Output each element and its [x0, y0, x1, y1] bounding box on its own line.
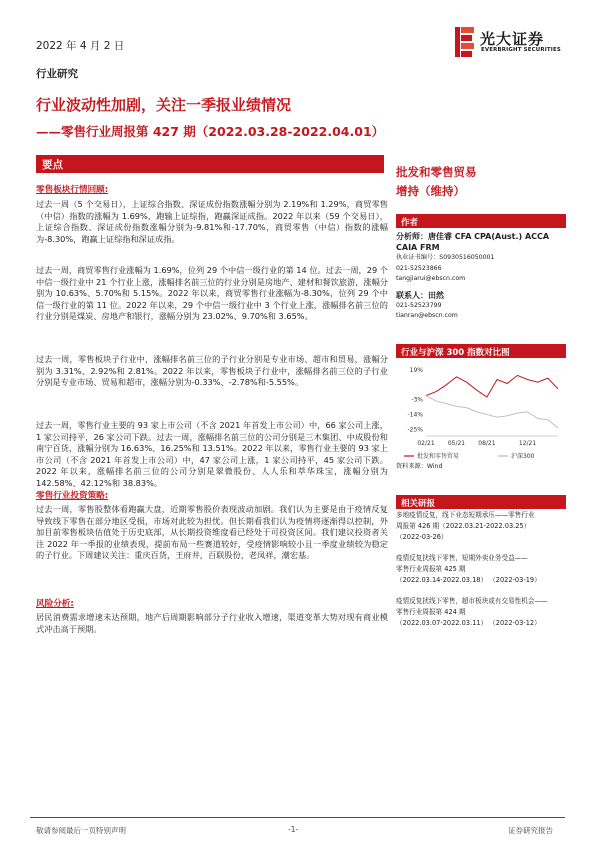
contact-name: 联系人：田然	[396, 290, 444, 300]
summary-bar	[36, 155, 384, 173]
analyst-block	[396, 231, 571, 322]
paragraph-market-1: 过去一周（5 个交易日），上证综合指数、深证成份指数涨幅分别为 2.19%和 1.29%，商贸零售（中信）指数的涨幅为 1.69%，跑输上证综指，跑赢深证成指。2022 年以来（59 个交易日），上证综合指数、深证成份指数涨幅分别为-9.81%和-17.70%，商贸零售（中信）指数的涨幅为-8.30%，跑赢上证综指和深证成指。	[36, 199, 388, 244]
paragraph-strategy: 过去一周，零售股整体看跑赢大盘，近期零售股价表现波动加剧。我们认为主要是由于疫情反复导致线下零售在部分地区受损，市场对此较为担忧。但长期看我们认为疫情将逐渐得以控制，外加目前零售板块估值处于历史底部，从长期投资维度看已经处于可投资区间。我们建议投资者关注 2022 年一季报的业绩表现，提前布局一些赛道较好，受疫情影响较小且一季度业绩较为稳定的子行业。下周建议关注：重庆百货，王府井，百联股份，老凤祥，潮宏基。	[36, 504, 388, 561]
related-bar-label: 相关研报	[401, 498, 436, 509]
related-report-3-line-2: 零售行业周报第 424 期	[396, 608, 466, 616]
paragraph-market-4: 过去一周，零售行业主要的 93 家上市公司（不含 2021 年首发上市公司）中，66 家公司上涨，1 家公司持平，26 家公司下跌。过去一周，涨幅排名前三位的公司分别是三木集团、中成股份和南宁百货，涨幅分别为 16.63%、16.25%和 13.51%。2022 年以来，零售行业主要的 93 家上市公司（不含 2021 年首发上市公司）中，47 家公司上涨，1 家公司持平，45 家公司下跌。2022 年以来，涨幅排名前三位的公司分别是翠微股份、人人乐和萃华珠宝，涨幅分别为 142.58%、42.12%和 38.83%。	[36, 420, 388, 488]
analyst-email[interactable]: tangjiarui@ebscn.com	[396, 275, 466, 282]
related-report-list	[396, 510, 568, 629]
analyst-phone: 021-52523866	[396, 264, 442, 272]
related-report-3-line-3: （2022.03.07-2022.03.11） （2022-03-12）	[396, 619, 541, 627]
analyst-certs: CAIA FRM	[396, 243, 440, 252]
y-tick-label: -14%	[407, 411, 423, 419]
section-heading-risk: 风险分析:	[36, 599, 74, 609]
related-report-2-line-1: 疫情反复扰线下零售，短期外卖业务受益——	[396, 554, 528, 562]
related-report-1-line-2: 周报第 426 期（2022.03.21-2022.03.25）	[396, 522, 531, 530]
related-report-1[interactable]	[396, 510, 568, 543]
industry-vs-csi300-chart	[396, 360, 566, 466]
y-tick-label: -3%	[411, 396, 423, 404]
paragraph-market-3: 过去一周，零售板块子行业中，涨幅排名前三位的子行业分别是专业市场、超市和贸易，涨幅分别为 3.31%、2.92%和 2.81%。2022 年以来，零售板块子行业中，涨幅排名前三位的子行业分别是专业市场、贸易和超市，涨幅分别为-0.33%、-2.78%和-5.55%。	[36, 354, 388, 388]
logo-mark-icon	[454, 26, 476, 58]
report-date: 2022 年 4 月 2 日	[36, 40, 125, 52]
contact-email[interactable]: tianran@ebscn.com	[396, 312, 458, 319]
section-heading-strategy: 零售行业投资策略:	[36, 491, 109, 501]
related-report-3-line-1: 疫情反复扰线下零售，超市板块或有交易性机会——	[396, 597, 548, 605]
paragraph-risk: 居民消费需求增速未达预期，地产后周期影响部分子行业收入增速，渠道变革大势对现有商业模式冲击高于预期。	[36, 612, 388, 634]
series-line-1	[426, 375, 558, 397]
paragraph-market-2: 过去一周，商贸零售行业涨幅为 1.69%，位列 29 个中信一级行业的第 14 位。过去一周，29 个中信一级行业中 21 个行业上涨，涨幅排名前三位的行业分别是房地产、建材和餐饮旅游，涨幅分别为 10.63%、5.70%和 5.15%。2022 年以来，商贸零售行业涨幅为-8.30%，位列 29 个中信一级行业的第 11 位。2022 年以来，29 个中信一级行业中 3 个行业上涨，涨幅排名前三位的行业分别是煤炭、房地产和银行，涨幅分别为 23.02%、9.70%和 3.65%。	[36, 265, 388, 322]
brand-logo	[454, 26, 564, 60]
x-tick-label: 05/21	[447, 440, 466, 447]
footer-report-type: 证券研究报告	[508, 826, 553, 835]
related-bar	[396, 495, 566, 509]
industry-name: 批发和零售贸易	[396, 165, 477, 179]
license-number: 执业证书编号：S0930516050001	[396, 254, 495, 261]
chart-bar	[396, 344, 566, 358]
summary-bar-label: 要点	[42, 159, 63, 171]
related-report-1-line-1: 多地疫情反复，线下业态短期承压——零售行业	[396, 511, 535, 519]
x-tick-label: 02/21	[417, 440, 435, 447]
legend-label: 批发和零售贸易	[417, 453, 460, 460]
logo-cn: 光大证券	[480, 30, 545, 48]
industry-rating	[396, 163, 477, 201]
report-category: 行业研究	[36, 68, 78, 80]
report-subtitle: ——零售行业周报第 427 期（2022.03.28-2022.04.01）	[36, 124, 385, 139]
related-report-2-line-2: 零售行业周报第 425 期	[396, 565, 466, 573]
author-bar	[396, 214, 566, 228]
section-heading-market-review: 零售板块行情回顾:	[36, 185, 109, 195]
author-bar-label: 作者	[401, 217, 419, 228]
rating-value: 增持（维持）	[396, 184, 465, 198]
x-tick-label: 08/21	[478, 440, 496, 447]
related-report-3[interactable]	[396, 596, 568, 629]
x-tick-label: 12/21	[518, 440, 537, 447]
footer-disclaimer[interactable]: 敬请参阅最后一页特别声明	[36, 826, 126, 835]
page-number: -1-	[288, 825, 299, 834]
y-tick-label: 19%	[409, 367, 423, 375]
logo-en: EVERBRIGHT SECURITIES	[481, 47, 561, 53]
footer-divider	[30, 817, 565, 818]
related-report-2-line-3: （2022.03.14-2022.03.18） （2022-03-19）	[396, 576, 541, 584]
contact-phone: 021-52523799	[396, 301, 442, 309]
legend-label: 沪深300	[511, 453, 535, 460]
analyst-name: 分析师：唐佳睿 CFA CPA(Aust.) ACCA	[396, 232, 550, 241]
related-report-1-line-3: （2022-03-26）	[396, 533, 448, 541]
series-line-2	[426, 396, 558, 428]
chart-bar-label: 行业与沪深 300 指数对比图	[401, 347, 510, 358]
chart-source: 资料来源：Wind	[396, 463, 443, 470]
related-report-2[interactable]	[396, 553, 568, 586]
report-title: 行业波动性加剧，关注一季报业绩情况	[36, 96, 292, 114]
y-tick-label: -25%	[407, 426, 423, 434]
